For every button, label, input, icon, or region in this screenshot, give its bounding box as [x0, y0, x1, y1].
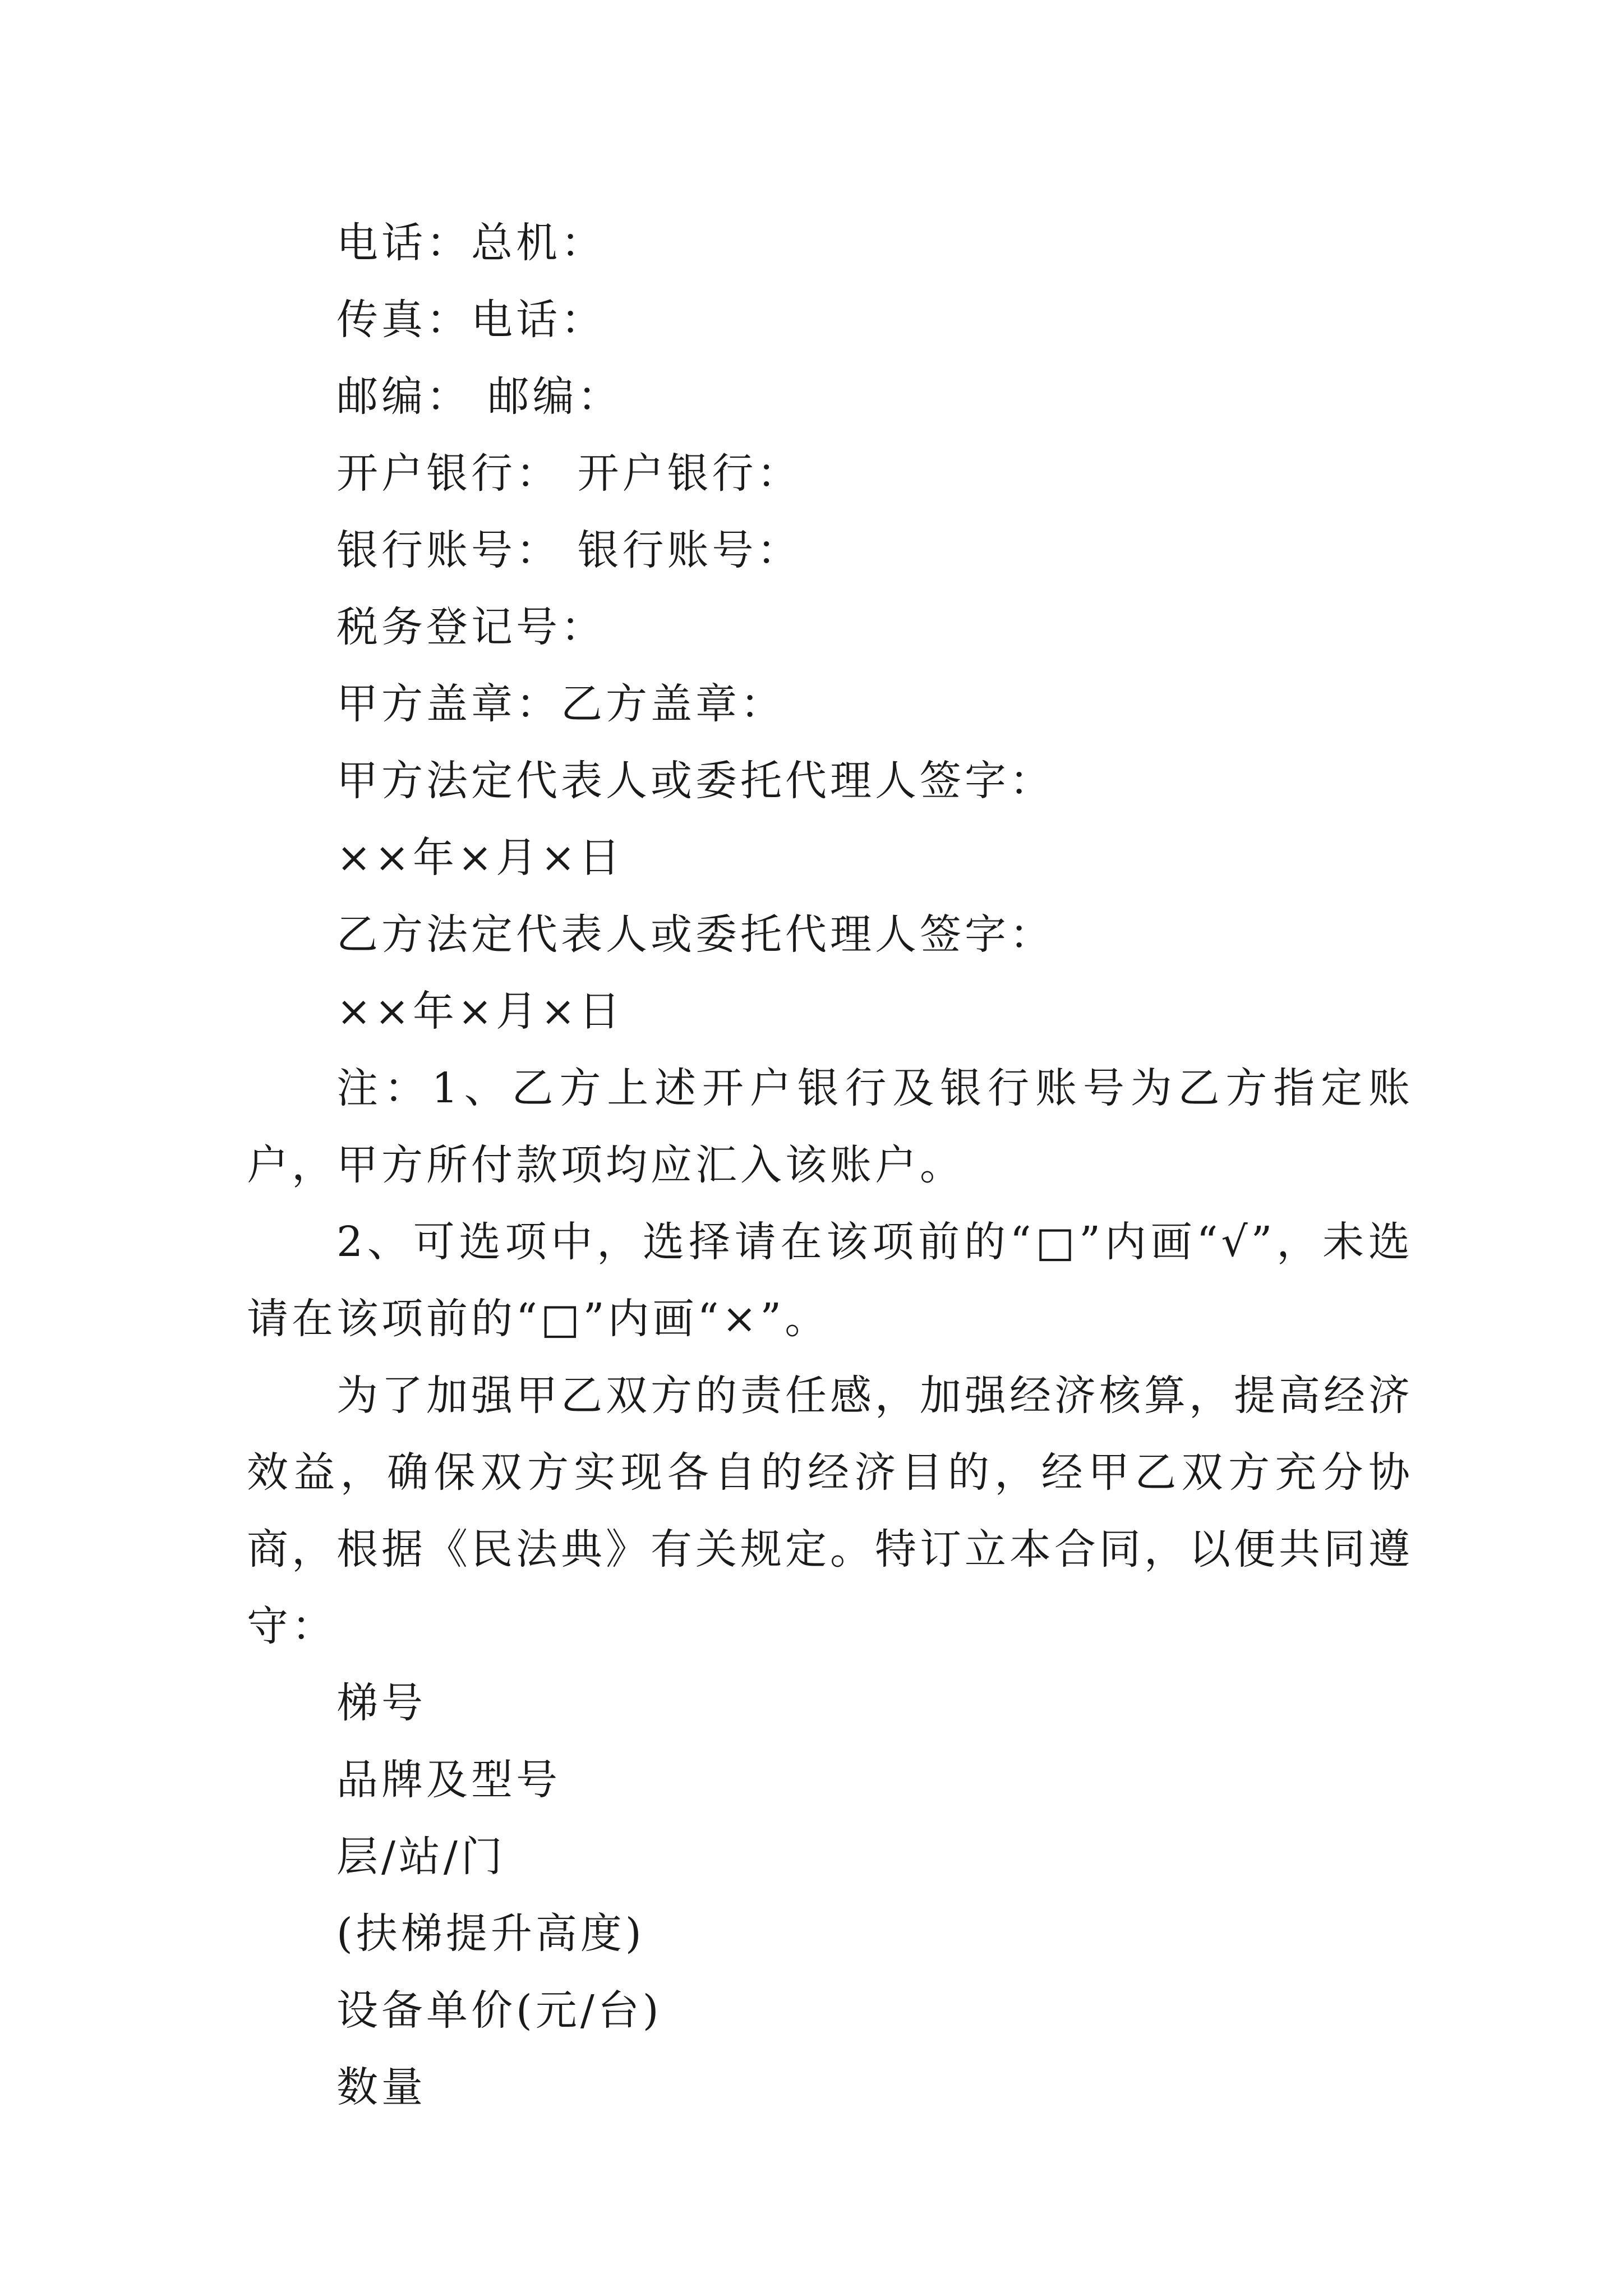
party-b-date-line: ××年×月×日: [336, 987, 624, 1036]
list-item-escalator-rise: (扶梯提升高度): [336, 1910, 645, 1958]
document-body: [247, 205, 1413, 2126]
bank-account-line: 银行账号： 银行账号：: [336, 526, 802, 574]
phone-line: 电话：总机：: [336, 219, 606, 267]
list-item-brand-model: 品牌及型号: [336, 1756, 561, 1804]
list-item-unit-price: 设备单价(元/台): [336, 1986, 662, 2035]
party-a-date-line: ××年×月×日: [336, 834, 624, 882]
fax-line: 传真：电话：: [336, 296, 606, 344]
list-item-elevator-no: 梯号: [336, 1679, 426, 1727]
list-item-quantity: 数量: [336, 2063, 426, 2111]
list-item-floor-stop-door: 层/站/门: [336, 1833, 506, 1881]
party-b-signature-line: 乙方法定代表人或委托代理人签字：: [336, 910, 1054, 959]
note-paragraph-1: 注：1、乙方上述开户银行及银行账号为乙方指定账户，甲方所付款项均应汇入该账户。: [247, 1064, 1413, 1189]
tax-registration-line: 税务登记号：: [336, 603, 606, 651]
bank-line: 开户银行： 开户银行：: [336, 449, 802, 498]
postcode-line: 邮编： 邮编：: [336, 372, 623, 421]
note-paragraph-2: 2、可选项中，选择请在该项前的“□”内画“√”，未选请在该项前的“□”内画“×”。: [247, 1218, 1413, 1343]
party-a-signature-line: 甲方法定代表人或委托代理人签字：: [336, 757, 1054, 805]
seal-line: 甲方盖章：乙方盖章：: [336, 680, 785, 728]
intro-paragraph: 为了加强甲乙双方的责任感，加强经济核算，提高经济效益，确保双方实现各自的经济目的，经甲乙双方充分协商，根据《民法典》有关规定。特订立本合同，以便共同遵守：: [247, 1372, 1413, 1650]
